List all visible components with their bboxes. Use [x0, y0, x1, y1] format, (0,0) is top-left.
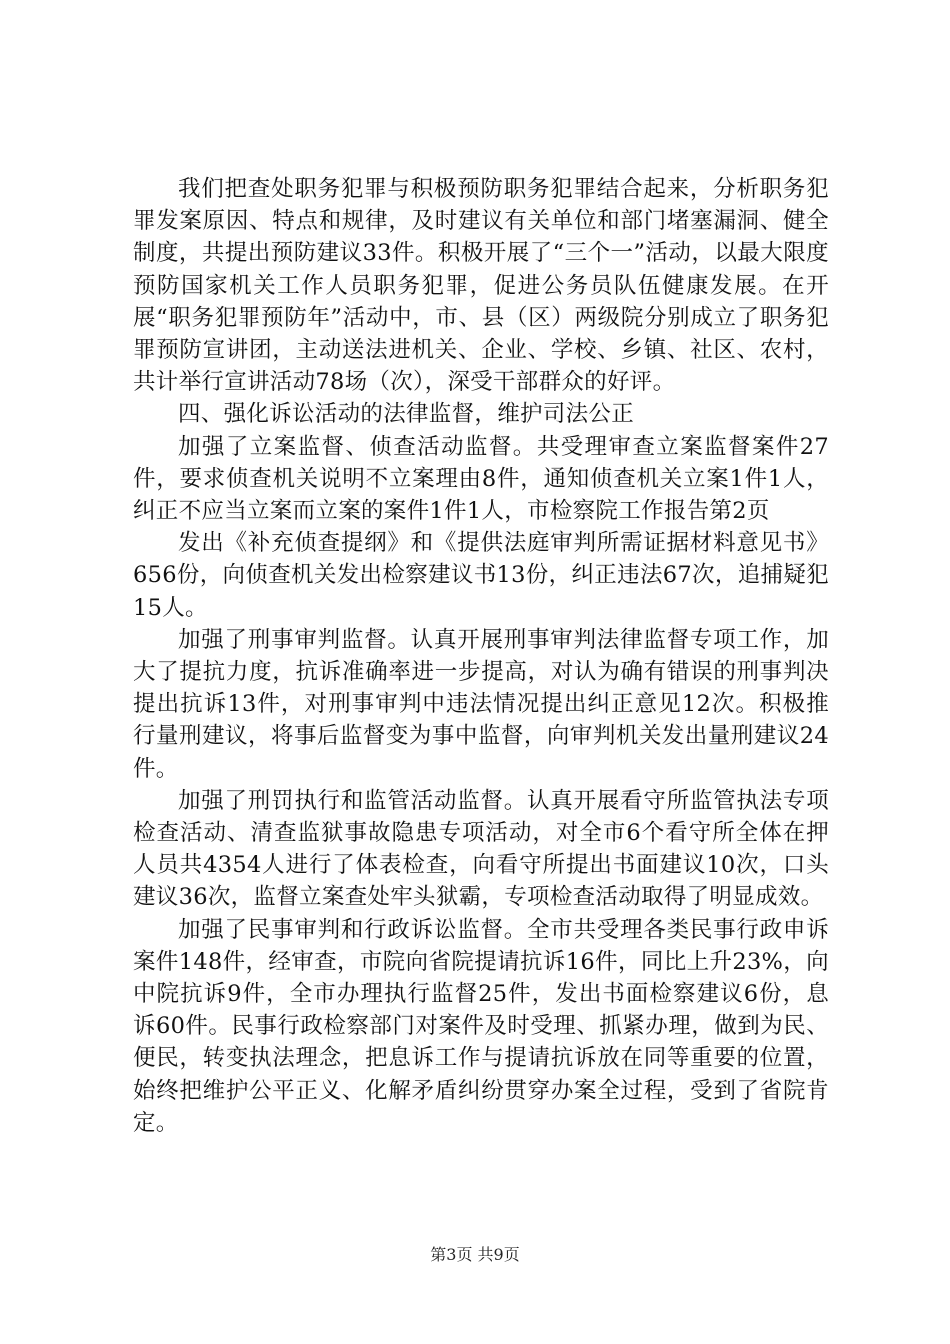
paragraph-filing-investigation-supervision: 加强了立案监督、侦查活动监督。共受理审查立案监督案件27件，要求侦查机关说明不立案理由8件，通知侦查机关立案1件1人，纠正不应当立案而立案的案件1件1人，市检察院工作报告第2页	[133, 433, 829, 525]
paragraph-prevention: 我们把查处职务犯罪与积极预防职务犯罪结合起来，分析职务犯罪发案原因、特点和规律，及时建议有关单位和部门堵塞漏洞、健全制度，共提出预防建议33件。积极开展了“三个一”活动，以最大限度预防国家机关工作人员职务犯罪，促进公务员队伍健康发展。在开展“职务犯罪预防年”活动中，市、县（区）两级院分别成立了职务犯罪预防宣讲团，主动送法进机关、企业、学校、乡镇、社区、农村，共计举行宣讲活动78场（次），深受干部群众的好评。	[133, 176, 829, 396]
paragraph-penalty-execution-supervision: 加强了刑罚执行和监管活动监督。认真开展看守所监管执法专项检查活动、清查监狱事故隐患专项活动，对全市6个看守所全体在押人员共4354人进行了体表检查，向看守所提出书面建议10次，口头建议36次，监督立案查处牢头狱霸，专项检查活动取得了明显成效。	[133, 787, 829, 911]
paragraph-criminal-trial-supervision: 加强了刑事审判监督。认真开展刑事审判法律监督专项工作，加大了提抗力度，抗诉准确率进一步提高，对认为确有错误的刑事判决提出抗诉13件，对刑事审判中违法情况提出纠正意见12次。积极推行量刑建议，将事后监督变为事中监督，向审判机关发出量刑建议24件。	[133, 626, 829, 782]
paragraph-civil-administrative-supervision: 加强了民事审判和行政诉讼监督。全市共受理各类民事行政申诉案件148件，经审查，市院向省院提请抗诉16件，同比上升23%，向中院抗诉9件，全市办理执行监督25件，发出书面检察建议6份，息诉60件。民事行政检察部门对案件及时受理、抓紧办理，做到为民、便民，转变执法理念，把息诉工作与提请抗诉放在同等重要的位置，始终把维护公平正义、化解矛盾纠纷贯穿办案全过程，受到了省院肯定。	[133, 916, 829, 1136]
paragraph-supplementary-investigation: 发出《补充侦查提纲》和《提供法庭审判所需证据材料意见书》656份，向侦查机关发出检察建议书13份，纠正违法67次，追捕疑犯15人。	[133, 530, 829, 621]
document-body	[133, 173, 829, 1139]
page-footer: 第3页 共9页	[430, 1245, 520, 1264]
section-heading-litigation-supervision: 四、强化诉讼活动的法律监督，维护司法公正	[178, 401, 635, 428]
